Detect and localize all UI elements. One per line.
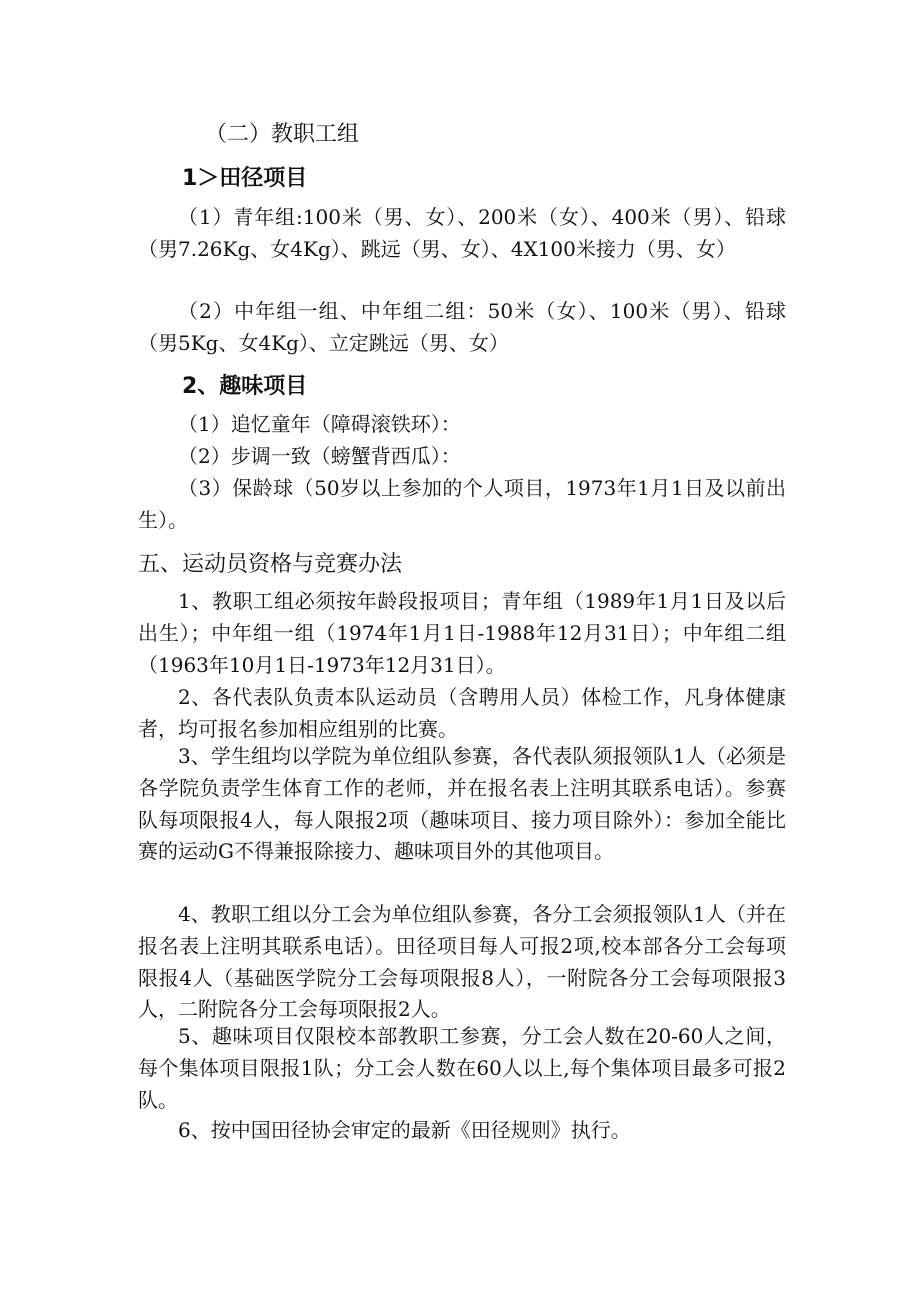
- fun-event-item: （1）追忆童年（障碍滚铁环）：: [178, 412, 461, 436]
- fun-events-heading: 2、趣味项目: [182, 374, 308, 399]
- rule-paragraph: 3、学生组均以学院为单位组队参赛，各代表队须报领队1人（必须是各学院负责学生体育工作的老师，并在报名表上注明其联系电话）。参赛队每项限报4人，每人限报2项（趣味项目、接力项目除外）：参加全能比赛的运动G不得兼报除接力、趣味项目外的其他项目。: [138, 744, 786, 864]
- staff-group-heading: （二）教职工组: [205, 122, 360, 147]
- youth-group-events: （1）青年组:100米（男、女）、200米（女）、400米（男）、铅球（男7.26Kg、女4Kg）、跳远（男、女）、4X100米接力（男、女）: [138, 205, 786, 261]
- fun-event-item: （3）保龄球（50岁以上参加的个人项目，1973年1月1日及以前出生）。: [138, 476, 786, 532]
- rule-paragraph: 6、按中国田径协会审定的最新《田径规则》执行。: [178, 1118, 631, 1142]
- section-five-heading: 五、运动员资格与竞赛办法: [138, 552, 403, 577]
- rule-paragraph: 2、各代表队负责本队运动员（含聘用人员）体检工作，凡身体健康者，均可报名参加相应组别的比赛。: [138, 685, 786, 741]
- rule-paragraph: 4、教职工组以分工会为单位组队参赛，各分工会须报领队1人（并在报名表上注明其联系电话）。田径项目每人可报2项,校本部各分工会每项限报4人（基础医学院分工会每项限报8人），一附院各分工会每项限报3人，二附院各分工会每项限报2人。: [138, 902, 786, 1022]
- fun-event-item: （2）步调一致（螃蟹背西瓜）：: [178, 444, 461, 468]
- rule-paragraph: 5、趣味项目仅限校本部教职工参赛，分工会人数在20-60人之间，每个集体项目限报1队；分工会人数在60人以上,每个集体项目最多可报2队。: [138, 1024, 786, 1112]
- rule-paragraph: 1、教职工组必须按年龄段报项目；青年组（1989年1月1日及以后出生）；中年组一组（1974年1月1日-1988年12月31日）；中年组二组（1963年10月1日-1973年12月31日）。: [138, 589, 786, 677]
- middle-age-group-events: （2）中年组一组、中年组二组：50米（女）、100米（男）、铅球（男5Kg、女4Kg）、立定跳远（男、女）: [138, 299, 786, 355]
- track-events-heading: 1＞田径项目: [182, 166, 308, 191]
